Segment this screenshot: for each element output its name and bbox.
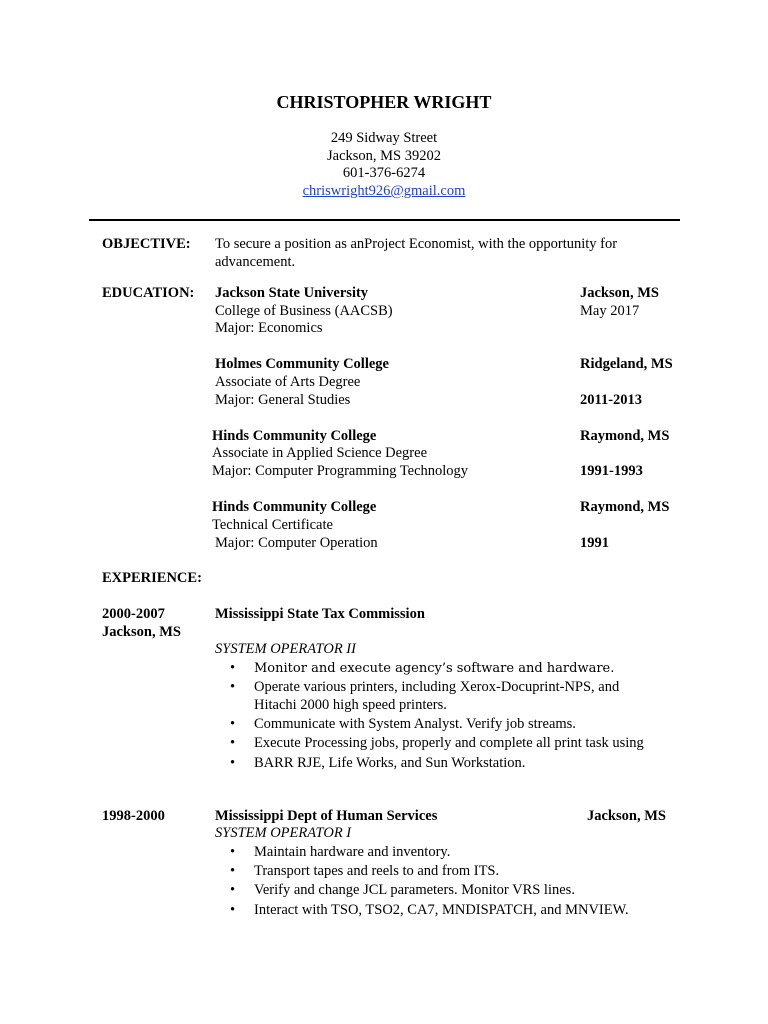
school-major: Major: General Studies	[215, 392, 351, 408]
school-date: May 2017	[580, 303, 640, 319]
school-name: Hinds Community College	[212, 428, 377, 444]
school-major: Major: Computer Programming Technology	[212, 463, 469, 479]
objective-label: OBJECTIVE:	[102, 236, 191, 252]
experience-label: EXPERIENCE:	[102, 570, 202, 586]
duty-text: Transport tapes and reels to and from ITS.	[254, 863, 500, 879]
school-detail: Technical Certificate	[212, 517, 333, 533]
job-location: Jackson, MS	[587, 808, 666, 824]
school-major: Major: Computer Operation	[215, 535, 378, 551]
duty-text: Communicate with System Analyst. Verify job streams.	[254, 716, 576, 732]
duty-text: Hitachi 2000 high speed printers.	[254, 697, 447, 713]
school-date: 2011-2013	[580, 392, 643, 408]
school-name: Holmes Community College	[215, 356, 389, 372]
duty-text: Verify and change JCL parameters. Monitor VRS lines.	[254, 882, 575, 898]
duty-text: Monitor and execute agency’s software and hardware.	[254, 661, 615, 676]
school-detail: Associate of Arts Degree	[215, 374, 361, 390]
resume-name: CHRISTOPHER WRIGHT	[276, 92, 492, 112]
school-location: Raymond, MS	[580, 499, 670, 515]
phone-number: 601-376-6274	[342, 165, 426, 181]
school-date: 1991	[580, 535, 609, 551]
school-location: Raymond, MS	[580, 428, 670, 444]
duty-text: Execute Processing jobs, properly and complete all print task using	[254, 735, 644, 751]
objective-line-1: To secure a position as anProject Economist, with the opportunity for	[215, 236, 618, 252]
job-title: SYSTEM OPERATOR II	[215, 641, 356, 657]
header-divider	[89, 219, 680, 221]
duty-text: BARR RJE, Life Works, and Sun Workstation.	[254, 755, 526, 771]
duty-text: Interact with TSO, TSO2, CA7, MNDISPATCH, and MNVIEW.	[254, 902, 629, 918]
job-employer: Mississippi State Tax Commission	[215, 606, 425, 622]
email-row	[0, 183, 768, 201]
job-title: SYSTEM OPERATOR I	[215, 825, 352, 841]
duty-text: Operate various printers, including Xerox-Docuprint-NPS, and	[254, 679, 620, 695]
school-location: Jackson, MS	[580, 285, 659, 301]
job-employer: Mississippi Dept of Human Services	[215, 808, 438, 824]
objective-line-2: advancement.	[215, 254, 296, 270]
education-label: EDUCATION:	[102, 285, 195, 301]
school-detail: Associate in Applied Science Degree	[212, 445, 428, 461]
school-name: Jackson State University	[215, 285, 369, 301]
job-years: 1998-2000	[102, 808, 165, 824]
city-state-zip: Jackson, MS 39202	[327, 148, 441, 164]
street-address: 249 Sidway Street	[330, 130, 438, 146]
school-date: 1991-1993	[580, 463, 643, 479]
school-detail: College of Business (AACSB)	[215, 303, 393, 319]
school-major: Major: Economics	[215, 320, 323, 336]
duty-text: Maintain hardware and inventory.	[254, 844, 451, 860]
job-years: 2000-2007	[102, 606, 165, 622]
school-location: Ridgeland, MS	[580, 356, 673, 372]
email-link[interactable]: chriswright926@gmail.com	[302, 183, 466, 199]
job-location: Jackson, MS	[102, 624, 181, 640]
school-name: Hinds Community College	[212, 499, 377, 515]
